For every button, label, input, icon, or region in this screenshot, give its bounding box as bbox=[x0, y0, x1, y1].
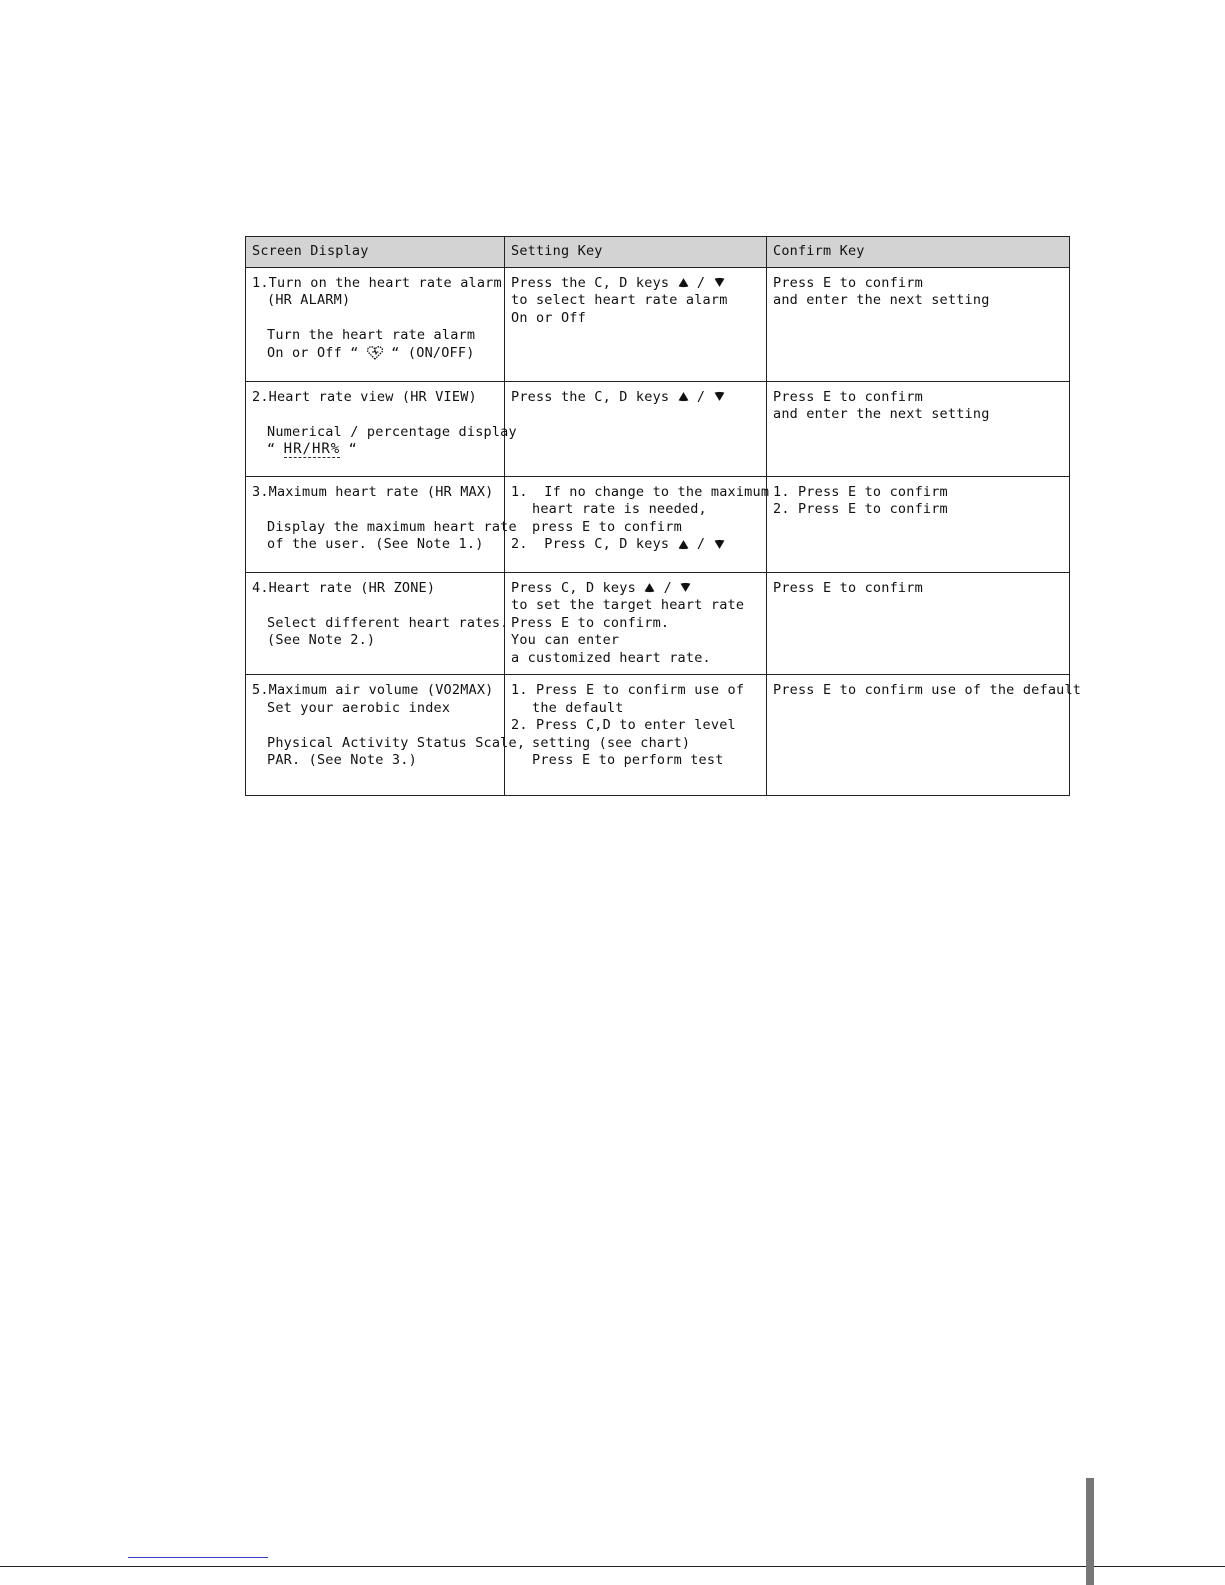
step-title: 5.Maximum air volume (VO2MAX) bbox=[252, 682, 494, 698]
hr-view-indicator: HR/HR% bbox=[283, 441, 341, 457]
step-code: (HR ALARM) bbox=[267, 292, 351, 308]
down-arrow-icon bbox=[714, 391, 725, 402]
table-row bbox=[246, 675, 1070, 796]
hr-view-display: “ HR/HR% “ bbox=[267, 441, 357, 457]
header-confirm-key: Confirm Key bbox=[767, 237, 1070, 268]
confirm-line: Press E to confirm bbox=[773, 388, 923, 405]
setting-key-cell bbox=[505, 572, 767, 675]
setting-key-cell bbox=[505, 476, 770, 572]
setting-line: 1. Press E to confirm use of bbox=[511, 682, 745, 698]
step-description: Set your aerobic index bbox=[267, 699, 451, 716]
setting-key-cell bbox=[505, 675, 767, 796]
confirm-key-cell bbox=[767, 675, 1082, 796]
screen-display-cell bbox=[246, 476, 517, 572]
up-arrow-icon bbox=[678, 391, 689, 402]
footer-link-underline[interactable] bbox=[128, 1557, 268, 1558]
step-description: PAR. (See Note 3.) bbox=[267, 752, 417, 768]
setting-line: to set the target heart rate bbox=[511, 597, 745, 613]
setting-line: setting (see chart) bbox=[532, 734, 691, 751]
up-arrow-icon bbox=[678, 277, 689, 288]
screen-display-cell bbox=[246, 675, 526, 796]
step-title: 3.Maximum heart rate (HR MAX) bbox=[252, 483, 494, 500]
header-setting-key: Setting Key bbox=[505, 237, 767, 268]
confirm-key-cell bbox=[767, 476, 1070, 572]
table-row bbox=[246, 381, 1070, 476]
confirm-line: Press E to confirm bbox=[773, 274, 923, 291]
setting-line: On or Off bbox=[511, 309, 586, 326]
step-description: Physical Activity Status Scale, bbox=[267, 734, 526, 751]
confirm-line: and enter the next setting bbox=[773, 292, 990, 308]
step-description: Turn the heart rate alarm bbox=[267, 327, 476, 343]
confirm-key-cell bbox=[767, 381, 1070, 476]
setting-line: a customized heart rate. bbox=[511, 649, 711, 666]
table-row bbox=[246, 267, 1070, 381]
settings-table bbox=[245, 236, 1082, 796]
down-arrow-icon bbox=[714, 539, 725, 550]
confirm-line: 2. Press E to confirm bbox=[773, 501, 948, 517]
screen-display-cell bbox=[246, 572, 509, 675]
down-arrow-icon bbox=[714, 277, 725, 288]
setting-line: Press the C, D keys / bbox=[511, 275, 760, 293]
confirm-key-cell bbox=[767, 572, 1070, 675]
setting-line: the default bbox=[532, 699, 624, 716]
setting-line: heart rate is needed, bbox=[532, 501, 707, 517]
setting-line: to select heart rate alarm bbox=[511, 292, 728, 308]
table-row bbox=[246, 572, 1070, 675]
setting-line: 2. Press C, D keys / bbox=[511, 536, 760, 554]
confirm-line: 1. Press E to confirm bbox=[773, 483, 948, 500]
step-description: (See Note 2.) bbox=[267, 632, 376, 648]
step-title: 4.Heart rate (HR ZONE) bbox=[252, 579, 436, 596]
step-description: Select different heart rates. bbox=[267, 614, 509, 631]
setting-key-cell bbox=[505, 267, 767, 381]
setting-line: Press C, D keys / bbox=[511, 580, 760, 598]
confirm-line: Press E to confirm bbox=[773, 579, 923, 596]
step-description-line: On or Off “ “ (ON/OFF) bbox=[267, 344, 475, 361]
step-title: 1.Turn on the heart rate alarm bbox=[252, 274, 502, 291]
screen-display-cell bbox=[246, 267, 505, 381]
setting-line: Press E to confirm. bbox=[511, 614, 670, 631]
screen-display-cell bbox=[246, 381, 517, 476]
setting-line: press E to confirm bbox=[532, 518, 682, 535]
up-arrow-icon bbox=[678, 539, 689, 550]
setting-line: 1. If no change to the maximum bbox=[511, 483, 770, 500]
confirm-key-cell bbox=[767, 267, 1070, 381]
confirm-line: Press E to confirm use of the default bbox=[773, 682, 1082, 698]
setting-line: Press E to perform test bbox=[532, 752, 724, 768]
footer-divider bbox=[0, 1566, 1225, 1567]
setting-line: Press the C, D keys / bbox=[511, 389, 760, 407]
step-description: Display the maximum heart rate bbox=[267, 518, 517, 535]
step-title: 2.Heart rate view (HR VIEW) bbox=[252, 388, 477, 405]
table-row bbox=[246, 476, 1070, 572]
step-description: Numerical / percentage display bbox=[267, 423, 517, 440]
step-description: of the user. (See Note 1.) bbox=[267, 536, 484, 552]
page-edge-tab bbox=[1086, 1478, 1094, 1585]
confirm-line: and enter the next setting bbox=[773, 406, 990, 422]
setting-line: You can enter bbox=[511, 632, 620, 648]
down-arrow-icon bbox=[680, 582, 691, 593]
up-arrow-icon bbox=[644, 582, 655, 593]
header-screen-display: Screen Display bbox=[246, 237, 505, 268]
heart-alarm-icon bbox=[367, 346, 383, 360]
setting-line: 2. Press C,D to enter level bbox=[511, 717, 736, 733]
setting-key-cell bbox=[505, 381, 767, 476]
header-row bbox=[246, 237, 1070, 268]
